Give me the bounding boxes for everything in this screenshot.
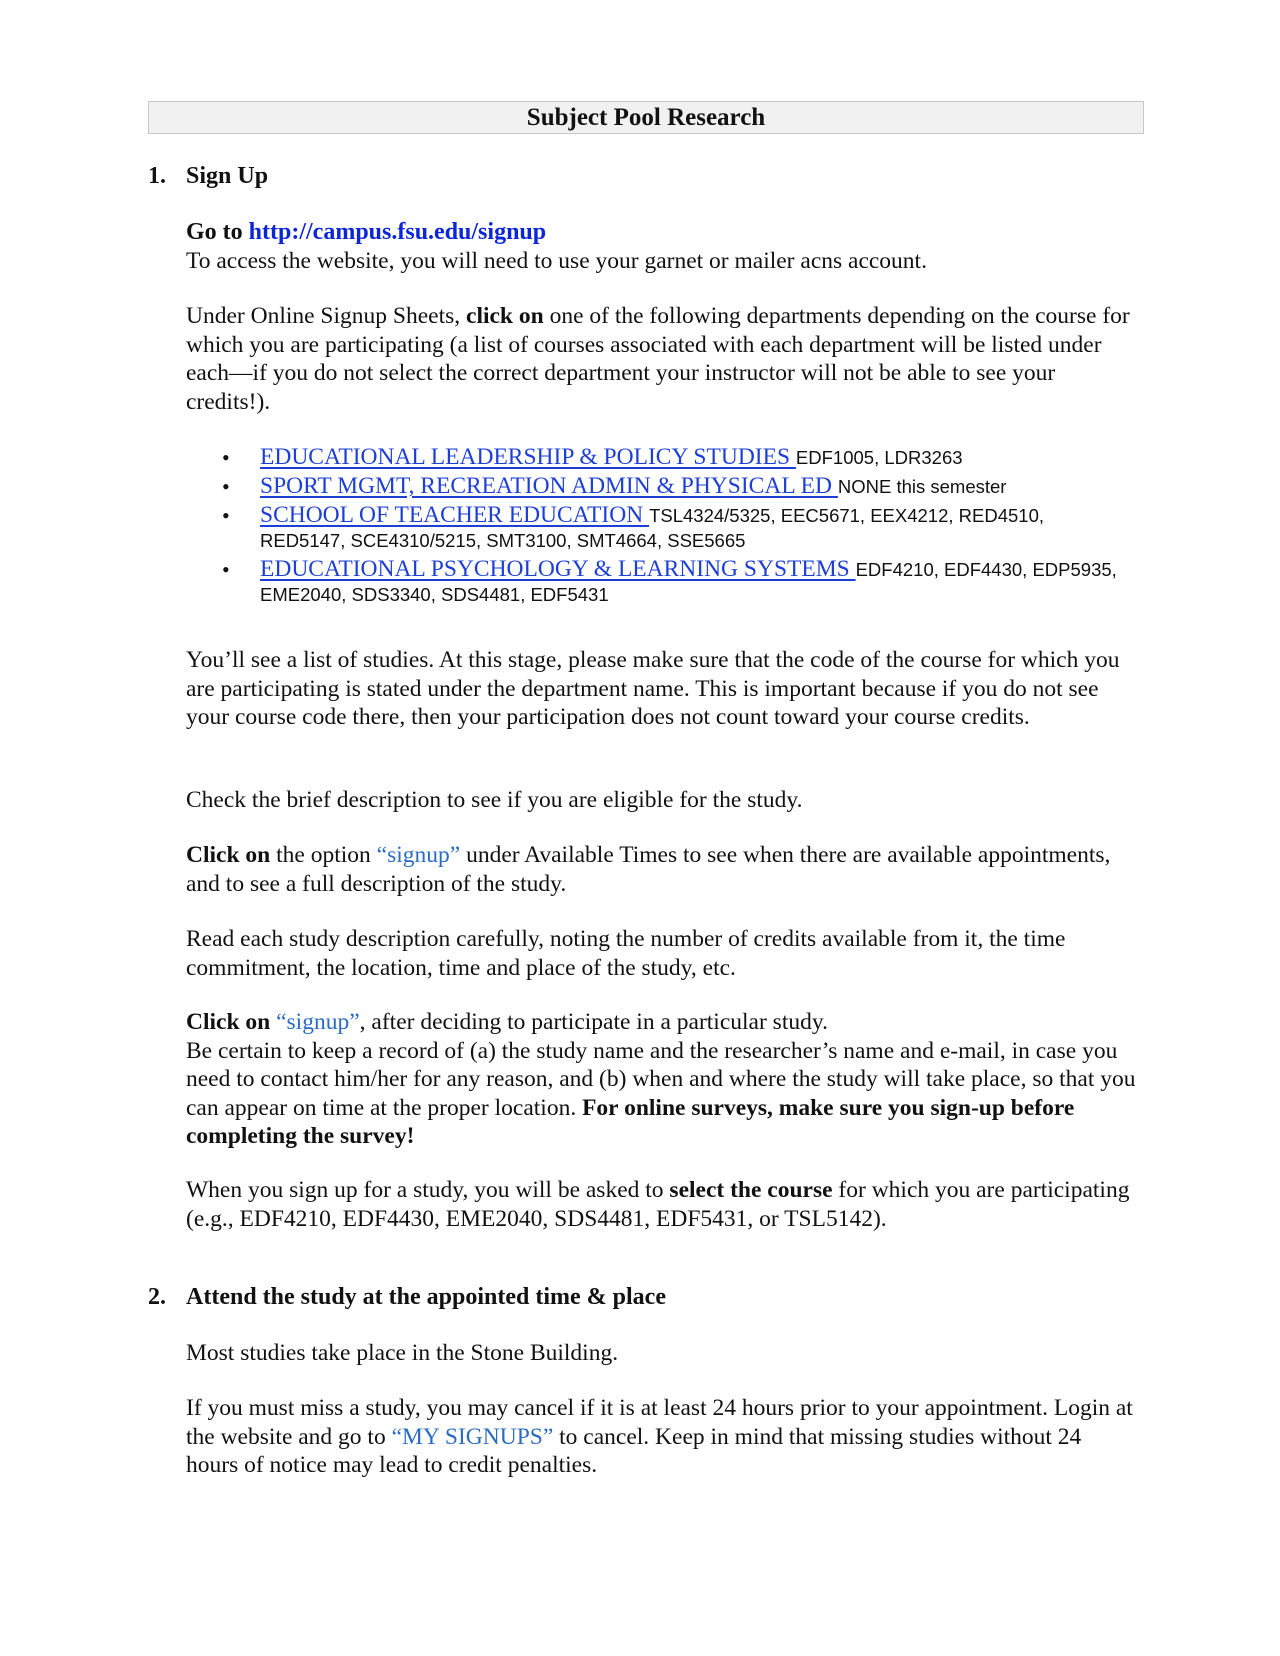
access-text: To access the website, you will need to use your garnet or mailer acns account. [186, 247, 927, 274]
bullet: • [222, 474, 230, 499]
read-paragraph: Read each study description carefully, noting the number of credits available from it, the time commitment, the location, time and place of the study, etc. [186, 926, 1066, 981]
department-link-leadership[interactable]: EDUCATIONAL LEADERSHIP & POLICY STUDIES [260, 444, 796, 470]
stone-paragraph: Most studies take place in the Stone Building. [186, 1340, 619, 1366]
list-item [222, 474, 1122, 499]
record-text: Be certain to keep a record of (a) the study name and the researcher’s name and e-mail, in case you need to contact him/her for any reason, and (b) when and where the study will take place, so that you can appear on time at the proper location. [186, 1037, 1136, 1121]
department-codes: NONE this semester [837, 476, 1007, 497]
click-signup-paragraph [186, 841, 1136, 898]
select-course-paragraph [186, 1176, 1136, 1233]
under-pre: Under Online Signup Sheets, [186, 303, 467, 329]
page-title: Subject Pool Research [148, 101, 1144, 134]
section-number: 2. [148, 1284, 166, 1310]
miss-post: to cancel. Keep in mind that missing studies without 24 hours of notice may lead to credit penalties. [186, 1423, 1082, 1478]
under-post: one of the following departments depending on the course for which you are participating (a list of courses associated with each department will be listed under each—if you do not select the correct department your instructor will not be able to see your credits!). [186, 303, 1130, 415]
bullet: • [222, 445, 230, 470]
signup-option-link[interactable]: “signup” [376, 842, 461, 868]
department-list [222, 445, 1122, 611]
select-pre: When you sign up for a study, you will be asked to [186, 1177, 670, 1203]
department-link-teacher-education[interactable]: SCHOOL OF TEACHER EDUCATION [260, 502, 650, 528]
section-title: Attend the study at the appointed time & place [186, 1284, 666, 1310]
list-item [222, 445, 1122, 470]
section-number: 1. [148, 163, 166, 189]
cancel-paragraph [186, 1394, 1136, 1480]
signup-url-link[interactable]: http://campus.fsu.edu/signup [248, 219, 547, 245]
department-codes: EDF4210, EDF4430, EDP5935, EME2040, SDS3340, SDS4481, EDF5431 [260, 559, 1117, 605]
section-1-heading [148, 163, 268, 190]
department-codes: EDF1005, LDR3263 [795, 447, 963, 468]
click1-bold: Click on [186, 842, 271, 868]
bullet: • [222, 503, 230, 528]
department-link-psychology[interactable]: EDUCATIONAL PSYCHOLOGY & LEARNING SYSTEMS [260, 556, 856, 582]
click2-bold: Click on [186, 1009, 271, 1035]
miss-pre: If you must miss a study, you may cancel if it is at least 24 hours prior to your appointment. Login at the website and go to [186, 1395, 1133, 1450]
department-link-sport[interactable]: SPORT MGMT, RECREATION ADMIN & PHYSICAL ED [260, 473, 838, 499]
click1-post: under Available Times to see when there are available appointments, and to see a full description of the study. [186, 842, 1111, 897]
under-bold: click on [466, 303, 544, 329]
bullet: • [222, 557, 230, 582]
section-2-heading [148, 1284, 666, 1311]
click1-mid: the option [270, 842, 377, 868]
online-signup-paragraph [186, 302, 1136, 416]
my-signups-link[interactable]: “MY SIGNUPS” [391, 1423, 554, 1450]
goto-block [186, 218, 1136, 275]
check-paragraph: Check the brief description to see if you are eligible for the study. [186, 787, 803, 813]
click2-post: , after deciding to participate in a particular study. [359, 1009, 828, 1035]
studies-paragraph: You’ll see a list of studies. At this stage, please make sure that the code of the course for which you are participating is stated under the department name. This is important because if you do not see your course code there, then your participation does not count toward your course credits. [186, 647, 1120, 730]
department-codes: TSL4324/5325, EEC5671, EEX4212, RED4510, RED5147, SCE4310/5215, SMT3100, SMT4664, SSE5665 [260, 505, 1045, 551]
goto-label: Go to [186, 219, 243, 245]
select-bold: select the course [669, 1177, 833, 1203]
select-post: for which you are participating (e.g., EDF4210, EDF4430, EME2040, SDS4481, EDF5431, or TSL5142). [186, 1177, 1130, 1232]
click-signup-2-paragraph [186, 1008, 1136, 1151]
list-item [222, 503, 1122, 553]
record-bold: For online surveys, make sure you sign-up before completing the survey! [186, 1094, 1075, 1149]
signup-link-2[interactable]: “signup” [270, 1009, 360, 1035]
section-title: Sign Up [186, 163, 269, 189]
list-item [222, 557, 1122, 607]
